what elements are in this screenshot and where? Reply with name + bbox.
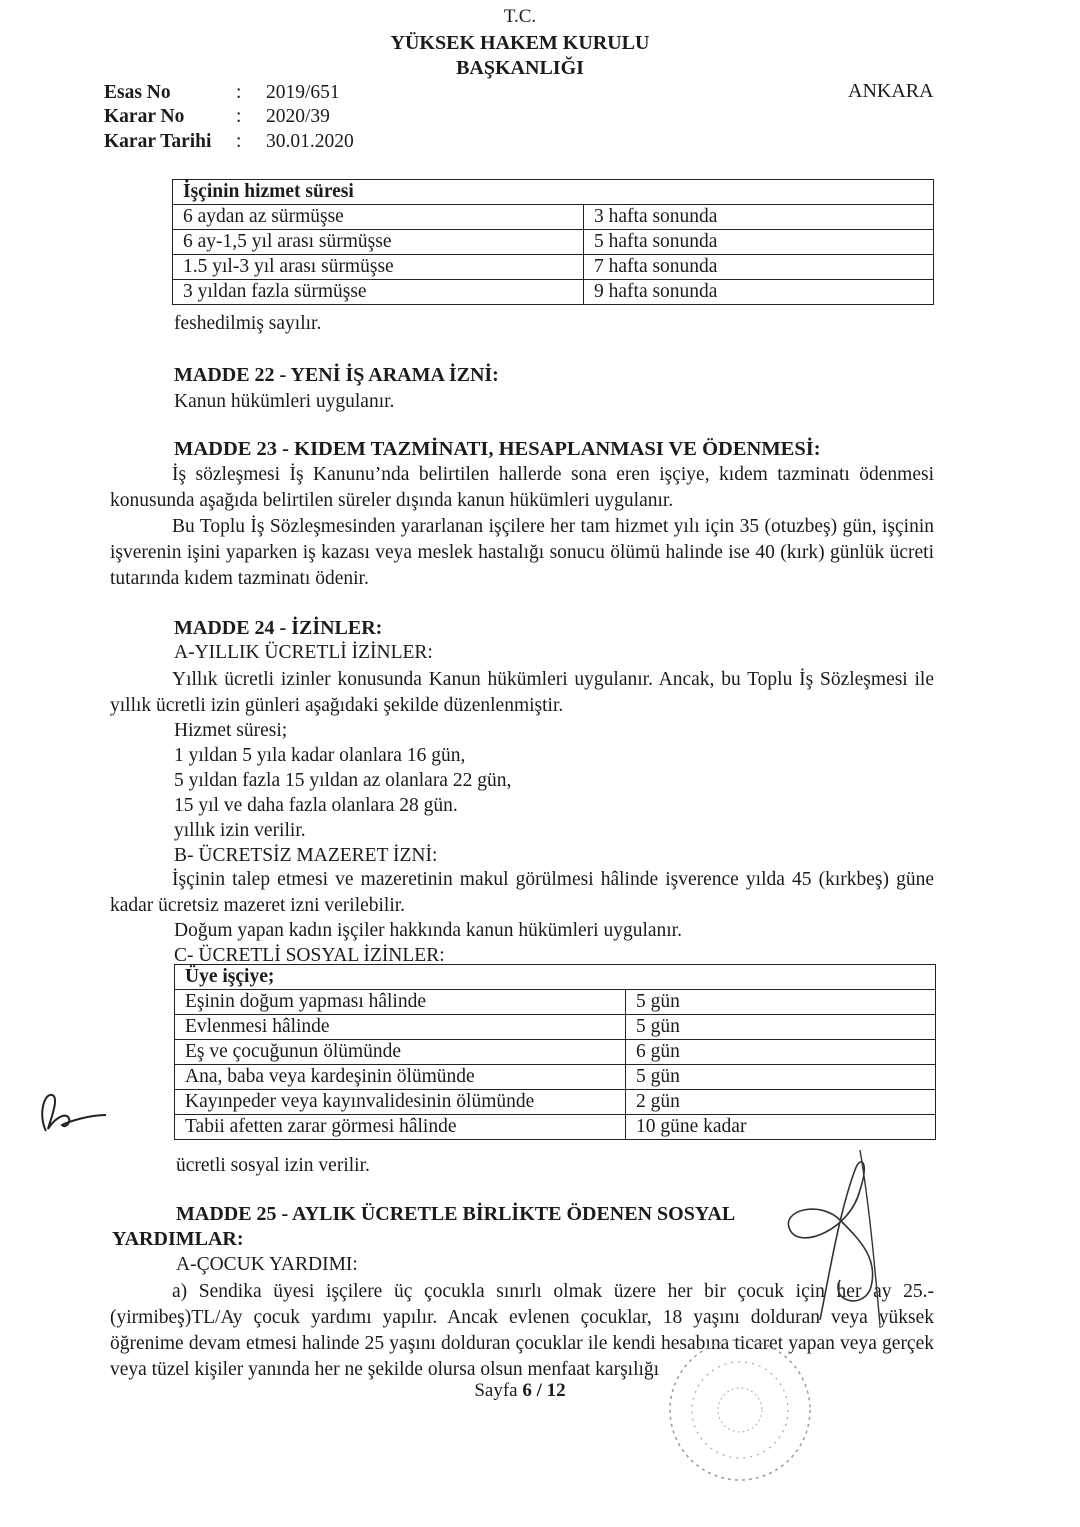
page-total: 12: [546, 1380, 566, 1401]
meta-value-karar: 2020/39: [266, 106, 330, 127]
madde25-a-text: a) Sendika üyesi işçilere üç çocukla sınırlı olmak üzere her bir çocuk için her ay 25.- (yirmibeş)TL/Ay çocuk yardımı yapılır. Ancak evlenen çocuklar, 18 yaşını dolduran veya yüksek öğrenime devam etmesi halinde 25 yaşını dolduran çocuklar ile kendi hesabına ticaret yapan veya gerçek veya tüzel kişiler yanında her ne şekilde olursa olsun menfaat karşılığı: [110, 1281, 934, 1380]
madde24-a-paragraph: [110, 667, 934, 719]
table-cell: Evlenmesi hâlinde: [175, 1015, 626, 1040]
table-cell: Eşinin doğum yapması hâlinde: [175, 990, 626, 1015]
social-leave-after: ücretli sosyal izin verilir.: [176, 1155, 370, 1176]
table-cell: 5 gün: [626, 990, 936, 1015]
table-row: [173, 230, 934, 255]
table-row: [173, 255, 934, 280]
table-header-row: [175, 965, 936, 990]
table-cell: 5 hafta sonunda: [584, 230, 934, 255]
table-row: [175, 1065, 936, 1090]
meta-label-esas: Esas No: [104, 82, 171, 103]
madde24-b-title: B- ÜCRETSİZ MAZERET İZNİ:: [174, 845, 438, 866]
madde23-title: MADDE 23 - KIDEM TAZMİNATI, HESAPLANMASI VE ÖDENMESİ:: [174, 438, 821, 460]
table-cell: Ana, baba veya kardeşinin ölümünde: [175, 1065, 626, 1090]
table-cell: 2 gün: [626, 1090, 936, 1115]
meta-colon: :: [236, 131, 242, 152]
table-cell: 7 hafta sonunda: [584, 255, 934, 280]
table-cell: 1.5 yıl-3 yıl arası sürmüşse: [173, 255, 584, 280]
meta-colon: :: [236, 82, 242, 103]
page-separator: /: [531, 1380, 547, 1401]
notice-table-after: feshedilmiş sayılır.: [174, 313, 322, 334]
table-cell: 3 yıldan fazla sürmüşse: [173, 280, 584, 305]
header-city: ANKARA: [848, 80, 934, 102]
meta-colon: :: [236, 106, 242, 127]
handwritten-initials: [30, 1085, 110, 1135]
table-row: [175, 1115, 936, 1140]
table-cell: 6 ay-1,5 yıl arası sürmüşse: [173, 230, 584, 255]
header-tc: T.C.: [503, 6, 537, 27]
madde24-c-title: C- ÜCRETLİ SOSYAL İZİNLER:: [174, 945, 445, 966]
page-number: [0, 1380, 1040, 1402]
meta-value-esas: 2019/651: [266, 82, 340, 103]
meta-label-tarih: Karar Tarihi: [104, 131, 212, 152]
madde22-text: Kanun hükümleri uygulanır.: [174, 391, 395, 412]
header-institution: YÜKSEK HAKEM KURULU: [390, 32, 650, 54]
madde24-a-title: A-YILLIK ÜCRETLİ İZİNLER:: [174, 642, 433, 663]
madde24-b-text-2: Doğum yapan kadın işçiler hakkında kanun hükümleri uygulanır.: [174, 920, 682, 941]
social-leave-table: [174, 964, 936, 1140]
meta-label-karar: Karar No: [104, 106, 185, 127]
table-cell: 6 gün: [626, 1040, 936, 1065]
madde24-b-text: İşçinin talep etmesi ve mazeretinin makul görülmesi hâlinde işverence yılda 45 (kırkbeş) güne kadar ücretsiz mazeret izni verilebilir.: [110, 869, 934, 916]
table-row: [175, 1090, 936, 1115]
madde25-a-title: A-ÇOCUK YARDIMI:: [176, 1254, 358, 1275]
list-item: yıllık izin verilir.: [174, 820, 306, 841]
table-cell: 6 aydan az sürmüşse: [173, 205, 584, 230]
madde23-paragraph-1: İş sözleşmesi İş Kanunu’nda belirtilen hallerde sona eren işçiye, kıdem tazminatı ödenmesi konusunda aşağıda belirtilen süreler dışında kanun hükümleri uygulanır.: [110, 464, 934, 511]
madde25-title-line2: YARDIMLAR:: [112, 1228, 244, 1250]
list-item: 5 yıldan fazla 15 yıldan az olanlara 22 gün,: [174, 770, 512, 791]
table-header-cell: Üye işçiye;: [175, 965, 936, 990]
table-header-cell: İşçinin hizmet süresi: [173, 180, 934, 205]
madde23-paragraph-2: Bu Toplu İş Sözleşmesinden yararlanan işçilere her tam hizmet yılı için 35 (otuzbeş) gün, işçinin işverenin işini yaparken iş kazası veya meslek hastalığı sonucu ölümü halinde ise 40 (kırk) günlük ücreti tutarında kıdem tazminatı ödenir.: [110, 516, 934, 589]
list-item: 1 yıldan 5 yıla kadar olanlara 16 gün,: [174, 745, 466, 766]
madde22-title: MADDE 22 - YENİ İŞ ARAMA İZNİ:: [174, 364, 499, 386]
table-cell: 9 hafta sonunda: [584, 280, 934, 305]
table-cell: Tabii afetten zarar görmesi hâlinde: [175, 1115, 626, 1140]
table-row: [173, 280, 934, 305]
page-prefix: Sayfa: [474, 1380, 523, 1401]
page-current: 6: [522, 1380, 532, 1401]
table-cell: Eş ve çocuğunun ölümünde: [175, 1040, 626, 1065]
madde24-a-text: Yıllık ücretli izinler konusunda Kanun hükümleri uygulanır. Ancak, bu Toplu İş Sözleşmesi ile yıllık ücretli izin günleri aşağıdaki şekilde düzenlenmiştir.: [110, 669, 934, 716]
table-cell: Kayınpeder veya kayınvalidesinin ölümünde: [175, 1090, 626, 1115]
table-row: [175, 1015, 936, 1040]
list-item: Hizmet süresi;: [174, 720, 288, 741]
table-cell: 3 hafta sonunda: [584, 205, 934, 230]
table-row: [175, 990, 936, 1015]
table-row: [173, 205, 934, 230]
table-cell: 10 güne kadar: [626, 1115, 936, 1140]
table-row: [175, 1040, 936, 1065]
madde23-body: [110, 462, 934, 592]
madde24-b-paragraph: [110, 867, 934, 919]
meta-value-tarih: 30.01.2020: [266, 131, 354, 152]
table-cell: 5 gün: [626, 1065, 936, 1090]
official-stamp: [640, 1330, 840, 1490]
notice-period-table: [172, 179, 934, 305]
madde25-title-line1: MADDE 25 - AYLIK ÜCRETLE BİRLİKTE ÖDENEN SOSYAL: [176, 1203, 736, 1225]
table-header-row: [173, 180, 934, 205]
table-cell: 5 gün: [626, 1015, 936, 1040]
list-item: 15 yıl ve daha fazla olanlara 28 gün.: [174, 795, 458, 816]
madde24-title: MADDE 24 - İZİNLER:: [174, 617, 383, 639]
header-presidency: BAŞKANLIĞI: [456, 57, 584, 79]
signature: [760, 1150, 910, 1330]
